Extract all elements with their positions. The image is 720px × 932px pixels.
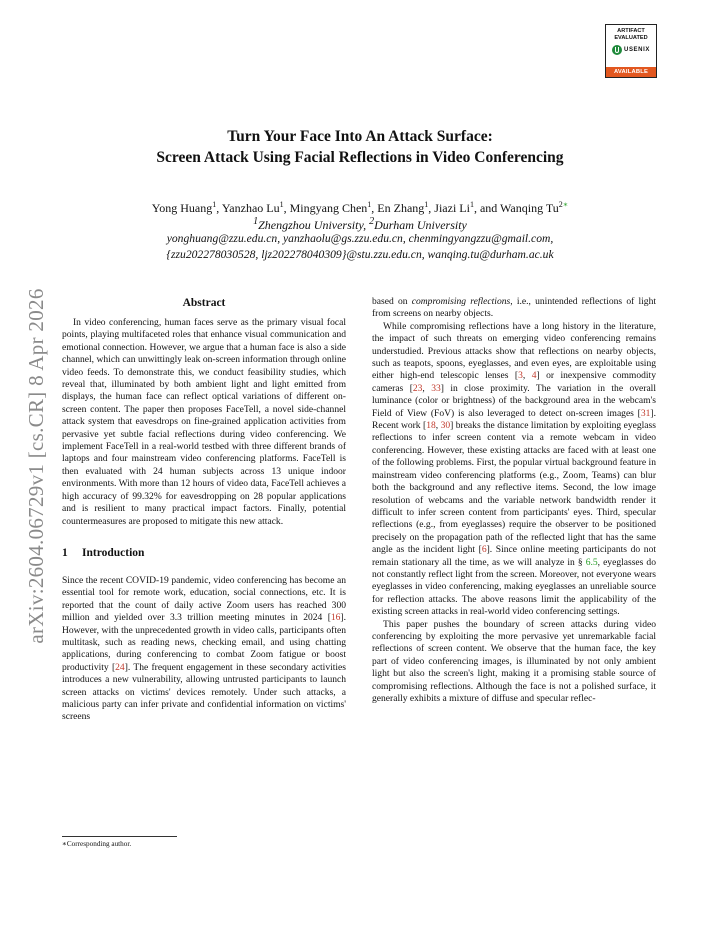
continued-paragraph (372, 296, 656, 321)
text-run: While compromising reflections have a long history in the literature, the impact of such threats on emerging video conferencing remains understudied. Previous attacks show that reflections on nearby objects, such as teapots, spoons, eyeglasses, and even eyes, are exploitable using either high-end telescopic lenses [ (372, 320, 656, 382)
text-run: ]. Recent work [ (372, 407, 656, 432)
author-name: Wanqing Tu (500, 201, 559, 215)
section-heading-introduction (62, 546, 346, 560)
affiliation-1: Zhengzhou University, (258, 218, 370, 232)
right-column (372, 296, 656, 705)
author-name: Yanzhao Lu (221, 201, 280, 215)
citation-link[interactable]: 18 (426, 420, 436, 432)
affiliation-mark: 1 (253, 216, 259, 227)
emails-line1: yonghuang@zzu.edu.cn, yanzhaolu@gs.zzu.edu.cn, chenmingyangzzu@gmail.com, (166, 232, 554, 245)
text-run: ] in close proximity. The variation in the overall luminance (color or brightness) of the background area in the webcam's Field of View (FoV) is also leveraged to detect on-screen images [ (372, 382, 656, 419)
badge-status: AVAILABLE (606, 67, 656, 77)
citation-link[interactable]: 16 (330, 612, 341, 624)
text-run: , (422, 382, 432, 394)
text-run: ]. Since online meeting participants do not remain stationary all the time, as we will analyze in § (372, 544, 656, 568)
citation-link[interactable]: 33 (431, 382, 441, 394)
text-run: ]. The frequent engagement in these secondary activities introduces a new vulnerability, allowing untrusted participants to launch screen attacks on victims' devices remotely. Under such attacks, a malicious party can infer private and confidential information on victims' screens (62, 661, 347, 723)
footnote-rule (62, 836, 177, 837)
intro-paragraph-1 (62, 575, 346, 724)
text-run: based on (372, 296, 412, 307)
text-run: , eyeglasses do not constantly reflect light from the screen. Moreover, not everyone wears eyeglasses in video conferencing, making eyeglasses an unreliable source for reflection attacks. The above reasons limit the applicability of the existing screen attacks in real-world video conferencing settings. (372, 556, 656, 618)
artifact-evaluated-badge (605, 24, 657, 78)
text-run: , (435, 420, 441, 432)
citation-link[interactable]: 30 (440, 420, 451, 432)
author-affiliation-mark: 1 (469, 200, 474, 209)
emails-line2: {zzu202278030528, ljz202278040309}@stu.zzu.edu.cn, wanqing.tu@durham.ac.uk (166, 248, 554, 261)
author-name: En Zhang (377, 201, 425, 215)
citation-link[interactable]: 23 (412, 382, 423, 394)
badge-line2: EVALUATED (614, 34, 648, 41)
corresponding-author-mark[interactable]: ∗ (562, 200, 569, 209)
arxiv-identifier: arXiv:2604.06729v1 [cs.CR] 8 Apr 2026 (24, 288, 48, 644)
author-name: Yong Huang (151, 201, 213, 215)
body-paragraph-3: This paper pushes the boundary of screen attacks during video conferencing by exploiting the more pervasive yet unremarkable facial reflections of screen content. We observe that the human face, the key part of video conferencing images, is illuminated by not only ambient light but also the screen's light, making it a promising stable source of compromising reflections. Although the face is not a polished surface, it generally exhibits a mixture of diffuse and specular reflec- (372, 618, 656, 704)
author-name: Jiazi Li (434, 201, 470, 215)
author-affiliation-mark: 1 (212, 200, 217, 209)
left-column (62, 296, 346, 724)
title-line1: Turn Your Face Into An Attack Surface: (227, 128, 493, 145)
abstract-text: In video conferencing, human faces serve as the primary visual focal points, playing multifaceted roles that enhance visual communication and emotional connection. However, we argue that a human face is also a side channel, which can unwittingly leak on-screen information through online video feeds. To demonstrate this, we conduct feasibility studies, which reveal that, illuminated by both ambient light and light emitted from displays, the human face can reflect optical variations of different on-screen content. The paper then proposes FaceTell, a novel side-channel attack system that eavesdrops on fine-grained application activities from pervasive yet subtle facial reflections during video conferencing. We implement FaceTell in a real-world testbed with three different brands of laptops and four mainstream video conferencing platforms. FaceTell is then evaluated with 24 human subjects across 13 unique indoor environments. With more than 12 hours of video data, FaceTell achieves a high accuracy of 99.32% for eavesdropping on 28 popular applications and is resilient to many practical impact factors. Finally, potential countermeasures are proposed to mitigate this new attack. (62, 317, 346, 527)
citation-link[interactable]: 31 (640, 407, 651, 419)
title-line2: Screen Attack Using Facial Reflections in Video Conferencing (156, 149, 564, 166)
emphasis-text: compromising reflections (411, 296, 511, 307)
text-run: Since the recent COVID-19 pandemic, video conferencing has become an essential tool for remote work, education, social connections, etc. It is reported that the count of daily active Zoom users has reached 300 million and yielded over 3.3 trillion meeting minutes in 2024 [ (62, 574, 346, 624)
text-run: , (522, 370, 532, 382)
section-reference-link[interactable]: 6.5 (585, 556, 598, 568)
footnote: ∗Corresponding author. (62, 840, 132, 848)
author-emails (60, 231, 660, 263)
text-run: , i.e., unintended reflections of light from screens on nearby objects. (372, 296, 657, 320)
citation-link[interactable]: 3 (518, 370, 523, 382)
paper-title (60, 126, 660, 168)
author-affiliation-mark: 1 (279, 200, 284, 209)
badge-line1: ARTIFACT (617, 28, 645, 34)
text-run: ] or inexpensive commodity cameras [ (372, 370, 656, 394)
affiliation-2: Durham University (374, 218, 467, 232)
badge-org (606, 45, 656, 55)
author-affiliation-mark: 2 (558, 200, 563, 209)
author-list: Yong Huang$^1$, Yanzhao Lu$^1$, Mingyang Chen$^1$, En Zhang$^1$, Jiazi Li$^1$, and Wanqing $Tu^{2∗}$ (151, 200, 569, 215)
text-run: ]. However, with the unprecedented growth in video calls, participants often multitask, such as reading news, checking email, and using chatting applications, during conferencing to combat Zoom fatigue or boost productivity [ (62, 612, 346, 673)
section-number: 1 (62, 546, 68, 559)
affiliation-mark: 2 (369, 216, 375, 227)
section-title: Introduction (82, 546, 145, 559)
author-affiliation-mark: 1 (424, 200, 429, 209)
abstract-heading: Abstract (182, 297, 226, 309)
badge-org-name: USENIX (624, 47, 650, 53)
author-name: Mingyang Chen (289, 201, 368, 215)
citation-link[interactable]: 6 (481, 544, 487, 556)
usenix-logo-icon (612, 45, 622, 55)
citation-link[interactable]: 4 (531, 370, 537, 382)
author-affiliation-mark: 1 (367, 200, 372, 209)
citation-link[interactable]: 24 (115, 661, 125, 673)
body-paragraph-2 (372, 321, 656, 619)
text-run: ] breaks the distance limitation by exploiting eyeglass reflections to infer screen content via a remote webcam in video conferencing. However, these existing attacks are faced with at least one of the following problems. First, the popular virtual background feature in mainstream video conferencing platforms (e.g., Zoom, Teams) can blur both the background and any reflective items. Second, the low image resolution of webcams and the variable network bandwidth render it difficult to infer screen content from participants' eyes. Third, specular reflections (e.g., from eyeglasses) require the observer to be positioned precisely on the propagation path of the reflected light that has the same angle as the incident light [ (372, 420, 656, 556)
